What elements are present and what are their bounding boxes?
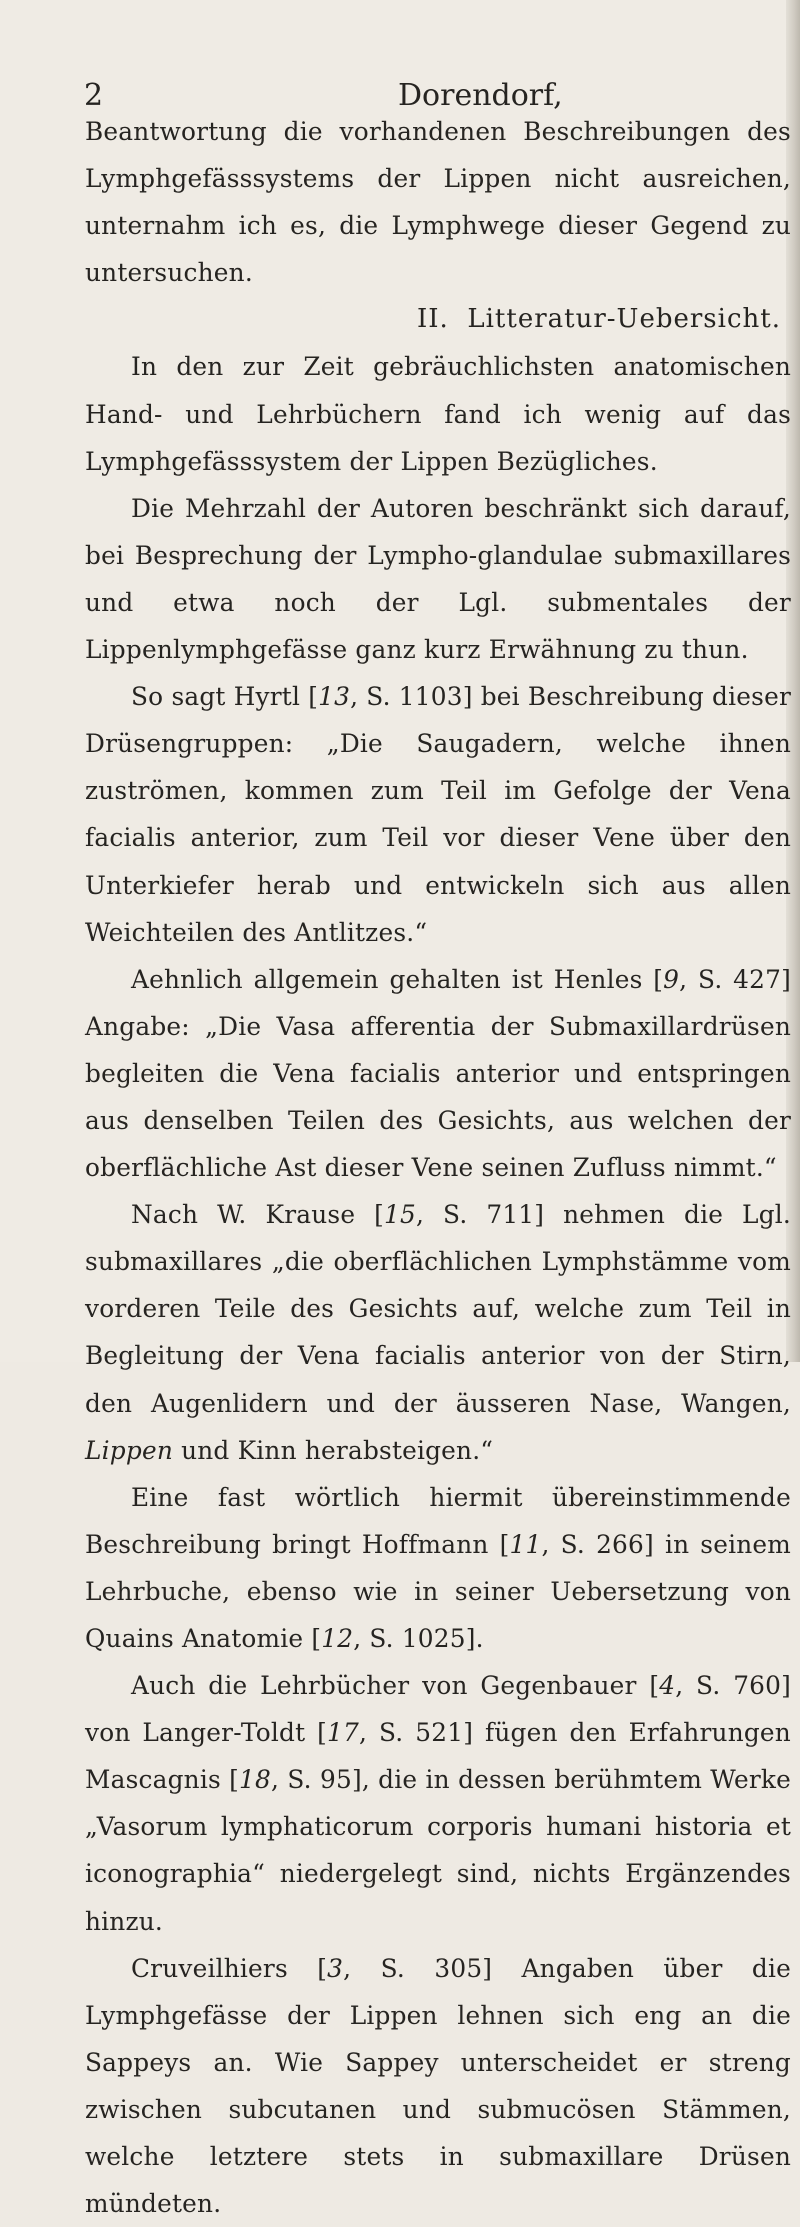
paragraph-hoffmann: Eine fast wörtlich hiermit übereinstimmende Beschreibung bringt Hoffmann [11, S. 266] in seinem Lehrbuche, ebenso wie in seiner Uebersetzung von Quains Anatomie [12, S. 1025]. [85, 1482, 791, 1653]
citation-ref: 15 [384, 1200, 416, 1230]
section-heading [85, 296, 791, 343]
paragraph-krause: Nach W. Krause [15, S. 711] nehmen die Lgl. submaxillares „die oberflächlichen Lymphstämme vom vorderen Teile des Gesichts auf, welche zum Teil in Begleitung der Vena facialis anterior von der Stirn, den Augenlidern und der äusseren Nase, Wangen, Lippen und Kinn herabsteigen.“ [85, 1200, 791, 1465]
paragraph-handbooks: In den zur Zeit gebräuchlichsten anatomischen Hand- und Lehrbüchern fand ich wenig auf das Lymphgefässsystem der Lippen Bezügliches. [85, 352, 791, 476]
citation-ref: 11 [509, 1529, 542, 1559]
citation-ref: 13 [318, 682, 351, 712]
paragraph-hyrtl: So sagt Hyrtl [13, S. 1103] bei Beschreibung dieser Drüsengruppen: „Die Saugadern, welche ihnen zuströmen, kommen zum Teil im Gefolge der Vena facialis anterior, zum Teil vor dieser Vene über den Unterkiefer herab und entwickeln sich aus allen Weichteilen des Antlitzes.“ [85, 682, 791, 947]
section-title: Litteratur-Uebersicht. [467, 304, 781, 335]
paragraph-continuation: Beantwortung die vorhandenen Beschreibungen des Lymphgefässsystems der Lippen nicht ausreichen, unternahm ich es, die Lymphwege dieser Gegend zu untersuchen. [85, 117, 791, 288]
citation-ref: 3 [327, 1953, 344, 1983]
paragraph-cruveilhier: Cruveilhiers [3, S. 305] Angaben über die Lymphgefässe der Lippen lehnen sich eng an die Sappeys an. Wie Sappey unterscheidet er streng zwischen subcutanen und submucösen Stämmen, welche letztere stets in submaxillare Drüsen mündeten. [85, 1953, 791, 2219]
paragraph-henle: Aehnlich allgemein gehalten ist Henles [9, S. 427] Angabe: „Die Vasa afferentia der Submaxillardrüsen begleiten die Vena facialis anterior und entspringen aus denselben Teilen des Gesichts, aus welchen der oberflächliche Ast dieser Vene seinen Zufluss nimmt.“ [85, 964, 791, 1183]
citation-ref: 4 [659, 1671, 676, 1701]
paragraph-gegenbauer: Auch die Lehrbücher von Gegenbauer [4, S. 760] von Langer-Toldt [17, S. 521] fügen den Erfahrungen Mascagnis [18, S. 95], die in dessen berühmtem Werke „Vasorum lymphaticorum corporis humani historia et iconographia“ niedergelegt sind, nichts Ergänzendes hinzu. [85, 1671, 792, 1936]
citation-ref: 17 [327, 1718, 359, 1748]
section-number: II. [417, 304, 449, 335]
paragraph-authors: Die Mehrzahl der Autoren beschränkt sich darauf, bei Besprechung der Lympho-glandulae submaxillares und etwa noch der Lgl. submentales der Lippenlymphgefässe ganz kurz Erwähnung zu thun. [85, 493, 791, 665]
citation-ref: 9 [663, 964, 680, 994]
page-number: 2 [84, 78, 104, 113]
emphasis-lippen: Lippen [85, 1435, 173, 1465]
body-text [85, 108, 791, 2227]
citation-ref: 18 [239, 1765, 271, 1795]
citation-ref: 12 [321, 1624, 354, 1653]
running-head: Dorendorf, [398, 78, 563, 113]
